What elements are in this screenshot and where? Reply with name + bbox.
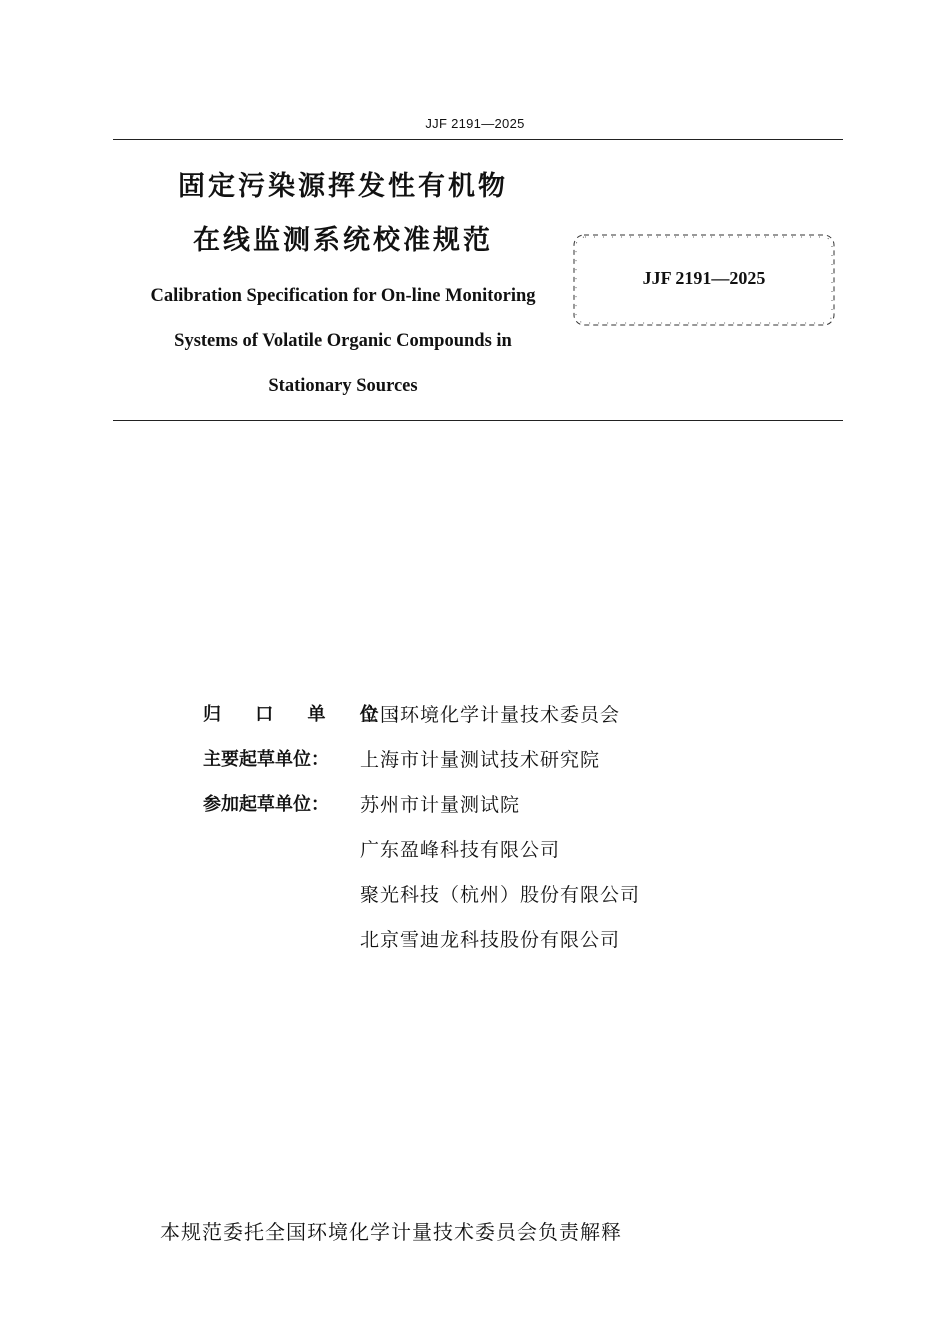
header-standard-code: JJF 2191—2025 — [425, 116, 525, 131]
organization-list — [203, 700, 640, 970]
chinese-title-line-2: 在线监测系统校准规范 — [193, 225, 493, 256]
chinese-title-line-1: 固定污染源挥发性有机物 — [178, 171, 508, 202]
english-title — [113, 274, 573, 409]
top-divider — [113, 139, 843, 140]
participating-drafter-label: 参加起草单位： — [203, 794, 329, 815]
participating-drafter-row — [203, 925, 640, 970]
participating-drafter-value: 苏州市计量测试院 — [360, 794, 521, 816]
standard-code-box — [571, 232, 837, 328]
participating-drafter-value: 广东盈峰科技有限公司 — [360, 839, 561, 861]
bottom-divider — [113, 420, 843, 421]
participating-drafter-row — [203, 880, 640, 925]
responsible-unit-row — [203, 700, 640, 745]
main-drafter-row — [203, 745, 640, 790]
participating-drafter-row — [203, 835, 640, 880]
responsible-unit-label: 归 口 单 位： — [203, 704, 424, 725]
english-title-line-1: Calibration Specification for On-line Monitoring — [150, 286, 536, 306]
title-block — [113, 160, 573, 409]
participating-drafter-value: 北京雪迪龙科技股份有限公司 — [360, 929, 621, 951]
responsible-unit-value: 全国环境化学计量技术委员会 — [360, 704, 621, 726]
main-drafter-label: 主要起草单位： — [203, 749, 329, 770]
standard-code: JJF 2191—2025 — [642, 268, 766, 288]
english-title-line-2: Systems of Volatile Organic Compounds in — [174, 331, 512, 351]
english-title-line-3: Stationary Sources — [268, 376, 418, 396]
interpretation-note: 本规范委托全国环境化学计量技术委员会负责解释 — [160, 1220, 622, 1244]
main-drafter-value: 上海市计量测试技术研究院 — [360, 749, 601, 771]
participating-drafter-value: 聚光科技（杭州）股份有限公司 — [360, 884, 641, 906]
participating-drafter-row — [203, 790, 640, 835]
